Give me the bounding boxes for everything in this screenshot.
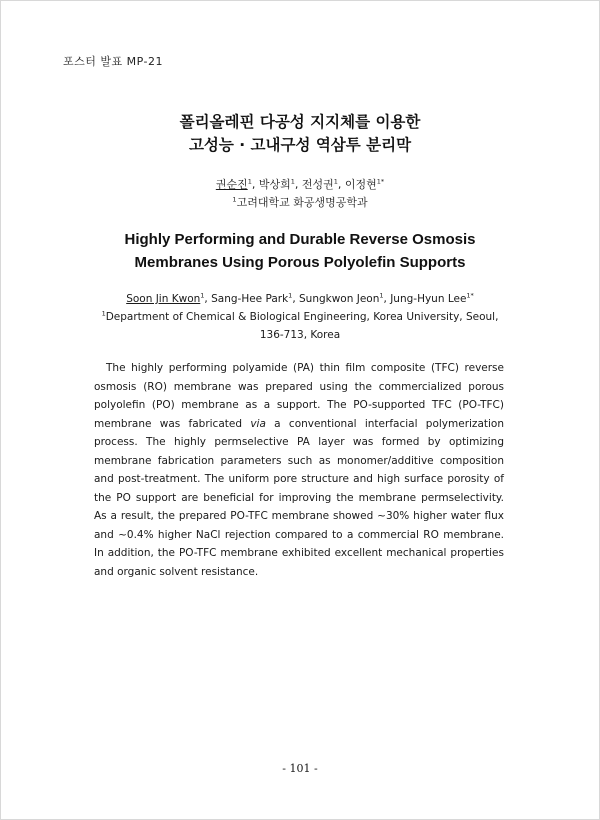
abstract-line: process. The highly permselective PA layer was formed by optimizing <box>94 436 504 448</box>
korean-author-3: 전성권 <box>301 178 334 191</box>
abstract-line: The highly performing polyamide (PA) thin film composite (TFC) reverse <box>106 362 504 374</box>
english-author-1-sup: 1 <box>200 291 205 300</box>
english-author-2: Sang-Hee Park <box>211 293 289 305</box>
korean-author-4-sup: 1* <box>376 177 385 186</box>
korean-author-2-sup: 1 <box>290 177 295 186</box>
english-author-4-sup: 1* <box>466 291 474 300</box>
korean-title-line-2: 고성능 · 고내구성 역삼투 분리막 <box>188 136 412 154</box>
korean-author-3-sup: 1 <box>333 177 338 186</box>
abstract <box>94 359 504 581</box>
korean-authors: 권순진$^1$, 박상희$^1$, 전성권$^1$, 이정현$^{1*}$ <box>215 177 385 191</box>
english-affiliation-line-1 <box>0 311 600 323</box>
abstract-line: and post-treatment. The uniform pore structure and high surface porosity of <box>94 473 504 485</box>
korean-affiliation-sup: 1 <box>232 195 237 204</box>
english-author-3: Sungkwon Jeon <box>299 293 380 305</box>
korean-author-4: 이정현 <box>344 178 377 191</box>
korean-affiliation <box>0 194 600 210</box>
english-author-2-sup: 1 <box>288 291 293 300</box>
korean-affiliation-text: 고려대학교 화공생명공학과 <box>236 196 368 209</box>
english-author-1: Soon Jin Kwon <box>126 293 201 305</box>
english-authors: Soon Jin Kwon$^1$, Sang-Hee Park$^1$, Sungkwon Jeon$^1$, Jung-Hyun Lee$^{1*}$ <box>126 291 474 305</box>
english-affiliation-text-1: Department of Chemical & Biological Engineering, Korea University, Seoul, <box>105 311 499 323</box>
abstract-line: osmosis (RO) membrane was prepared using the commercialized porous <box>94 380 504 393</box>
abstract-line: the PO support are beneficial for improving the membrane permselectivity. <box>94 491 504 504</box>
abstract-line-4-rest: a conventional interfacial polymerization <box>265 417 504 430</box>
english-author-4: Jung-Hyun Lee <box>390 293 467 305</box>
english-author-3-sup: 1 <box>379 291 384 300</box>
korean-author-1-sup: 1 <box>247 177 252 186</box>
abstract-line: As a result, the prepared PO-TFC membrane showed ~30% higher water flux <box>94 510 504 522</box>
abstract-italic-via: via <box>250 417 266 430</box>
korean-author-2: 박상희 <box>258 178 291 191</box>
abstract-line: and ~0.4% higher NaCl rejection compared to a commercial RO membrane. <box>94 528 504 541</box>
page-number: - 101 - <box>282 762 318 775</box>
abstract-line: In addition, the PO-TFC membrane exhibited excellent mechanical properties <box>94 547 504 559</box>
english-affiliation-line-2: 136-713, Korea <box>259 329 341 341</box>
session-label: 포스터 발표 MP-21 <box>63 55 163 68</box>
abstract-line: and organic solvent resistance. <box>94 565 259 578</box>
english-affiliation-sup: 1 <box>101 309 106 318</box>
abstract-line: membrane fabrication parameters such as monomer/additive composition <box>94 454 504 467</box>
abstract-line: polyolefin (PO) membrane as a support. The PO-supported TFC (PO-TFC) <box>94 399 504 411</box>
korean-author-1: 권순진 <box>215 178 248 191</box>
abstract-line-4-start: membrane was fabricated <box>94 417 251 430</box>
korean-title-line-1: 폴리올레핀 다공성 지지체를 이용한 <box>179 113 421 131</box>
english-title-line-2: Membranes Using Porous Polyolefin Supports <box>134 254 466 271</box>
abstract-line <box>94 415 504 434</box>
english-title-line-1: Highly Performing and Durable Reverse Osmosis <box>124 231 476 248</box>
